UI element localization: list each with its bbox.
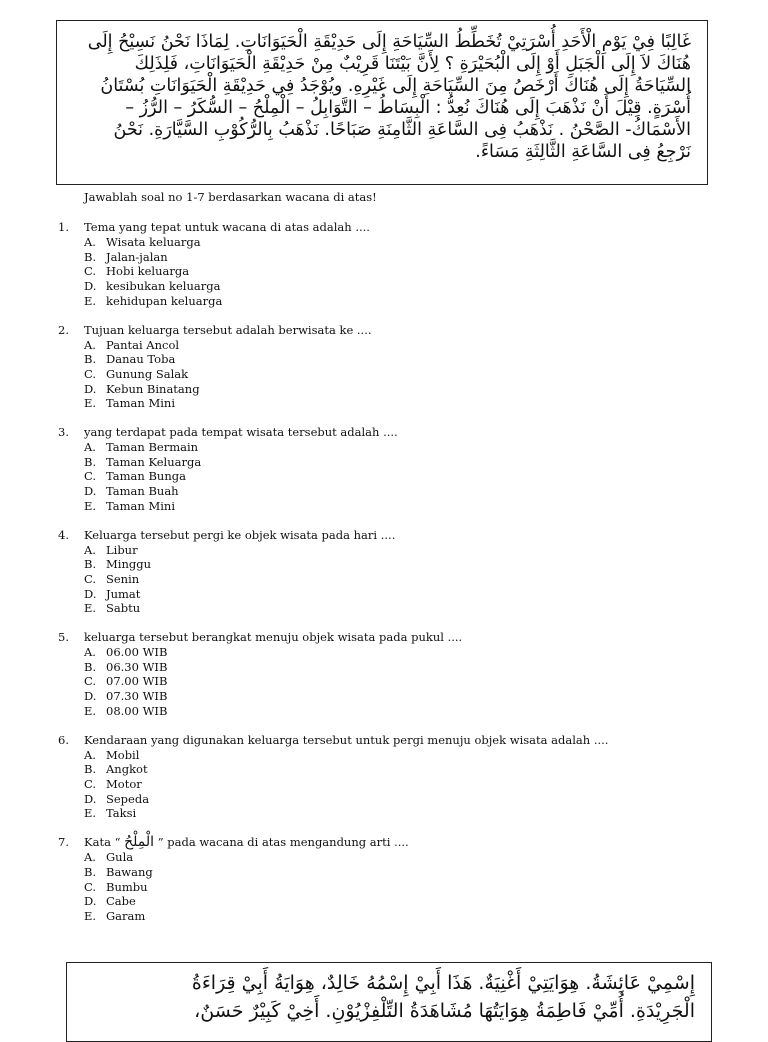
option-letter: B. xyxy=(84,762,97,777)
option-text: Taksi xyxy=(106,806,137,821)
answer-option[interactable] xyxy=(84,660,728,675)
answer-option[interactable] xyxy=(84,338,728,353)
option-letter: C. xyxy=(84,674,97,689)
question-text-after: ” pada wacana di atas mengandung arti .... xyxy=(154,835,409,850)
answer-option[interactable] xyxy=(84,850,728,865)
option-text: Gunung Salak xyxy=(106,366,189,381)
option-text: Cabe xyxy=(106,894,136,909)
question-text-before: Kata “ xyxy=(84,835,125,850)
option-letter: D. xyxy=(84,279,97,294)
passage-line: إِسْمِيْ عَائِشَةُ. هِوَايَتِيْ أَغْنِيَةٌ. هَذَا أَبِيْ إِسْمُهُ خَالِدٌ، هِوَايَةُ أَبِيْ قِرَاءَةُ xyxy=(191,972,695,994)
option-letter: E. xyxy=(84,396,97,411)
answer-option[interactable] xyxy=(84,762,728,777)
options-list xyxy=(58,748,728,822)
question-item xyxy=(58,834,728,924)
answer-option[interactable] xyxy=(84,880,728,895)
option-text: Taman Bunga xyxy=(106,469,186,484)
question-text: Tema yang tepat untuk wacana di atas adalah .... xyxy=(84,220,370,234)
answer-option[interactable] xyxy=(84,645,728,660)
question-number: 1. xyxy=(58,220,69,234)
option-text: Pantai Ancol xyxy=(106,337,180,352)
question-item xyxy=(58,424,728,514)
answer-option[interactable] xyxy=(84,279,728,294)
option-text: Danau Toba xyxy=(106,352,176,367)
question-number: 4. xyxy=(58,527,69,542)
option-text: Mobil xyxy=(106,747,140,762)
option-text: Hobi keluarga xyxy=(106,264,190,279)
passage-line: غَالِبًا فِيْ يَوْمِ الْأَحَدِ أُسْرَتِيْ تُخَطِّطُ السِّيَاحَةِ إِلَى حَدِيْقَةِ الْحَيَوَانَاتِ. لِمَاذَا نَحْنُ نَسِيْحُ إِلَى xyxy=(87,32,691,52)
question-row xyxy=(58,527,728,543)
answer-option[interactable] xyxy=(84,382,728,397)
question-text: Keluarga tersebut pergi ke objek wisata pada hari .... xyxy=(84,527,396,542)
question-list xyxy=(58,219,728,937)
question-row xyxy=(58,424,728,440)
question-row xyxy=(58,834,728,850)
option-text: Taman Buah xyxy=(106,484,179,499)
option-letter: A. xyxy=(84,850,96,865)
question-row xyxy=(58,219,728,235)
option-letter: B. xyxy=(84,352,97,367)
question-item xyxy=(58,629,728,719)
option-text: Wisata keluarga xyxy=(106,235,201,249)
option-letter: C. xyxy=(84,264,97,279)
option-letter: C. xyxy=(84,469,97,484)
option-letter: A. xyxy=(84,235,96,249)
question-text: Kendaraan yang digunakan keluarga tersebut untuk pergi menuju objek wisata adalah .... xyxy=(84,732,609,747)
answer-option[interactable] xyxy=(84,748,728,763)
option-letter: A. xyxy=(84,747,96,762)
answer-option[interactable] xyxy=(84,235,728,250)
answer-option[interactable] xyxy=(84,440,728,455)
question-text: Tujuan keluarga tersebut adalah berwisata ke .... xyxy=(84,322,372,337)
question-text xyxy=(84,834,728,850)
answer-option[interactable] xyxy=(84,469,728,484)
option-text: Bumbu xyxy=(106,879,148,894)
instruction-text: Jawablah soal no 1-7 berdasarkan wacana di atas! xyxy=(84,190,377,204)
option-letter: E. xyxy=(84,498,97,513)
answer-option[interactable] xyxy=(84,704,728,719)
answer-option[interactable] xyxy=(84,674,728,689)
option-text: Bawang xyxy=(106,864,153,879)
question-row xyxy=(58,629,728,645)
answer-option[interactable] xyxy=(84,587,728,602)
answer-option[interactable] xyxy=(84,572,728,587)
answer-option[interactable] xyxy=(84,484,728,499)
answer-option[interactable] xyxy=(84,865,728,880)
option-text: 07.00 WIB xyxy=(106,674,168,689)
passage-line: الْجَرِيْدَةِ. أُمِّيْ فَاطِمَةُ هِوَايَتُهَا مُشَاهَدَةُ التِّلْفِزْيُوْنِ. أَخِيْ كَبِيْرٌ حَسَنٌ، xyxy=(194,1000,695,1022)
passage-line: السِّيَاحَةُ إِلَى هُنَاكَ أَرْخَصُ مِنَ السِّيَاحَةِ إِلَى غَيْرِهِ. ويُوْجَدُ فِي حَدِيْقَةِ الْحَيَوَانَاتِ بُسْتَانُ xyxy=(100,76,691,96)
option-letter: D. xyxy=(84,791,97,806)
option-letter: A. xyxy=(84,542,96,557)
answer-option[interactable] xyxy=(84,894,728,909)
option-text: Jalan-jalan xyxy=(106,249,168,264)
option-letter: E. xyxy=(84,908,97,923)
answer-option[interactable] xyxy=(84,543,728,558)
option-letter: A. xyxy=(84,337,96,352)
option-text: Gula xyxy=(106,850,134,865)
option-letter: A. xyxy=(84,440,96,455)
arabic-reading-passage-2 xyxy=(66,962,712,1042)
answer-option[interactable] xyxy=(84,294,728,309)
arabic-word: الْمِلْحُ xyxy=(124,834,155,851)
answer-option[interactable] xyxy=(84,396,728,411)
option-text: Taman Mini xyxy=(106,498,175,513)
answer-option[interactable] xyxy=(84,689,728,704)
option-letter: D. xyxy=(84,484,97,499)
question-item xyxy=(58,322,728,412)
option-letter: E. xyxy=(84,703,97,718)
option-text: 07.30 WIB xyxy=(106,689,168,704)
option-text: Angkot xyxy=(106,762,148,777)
option-text: Sabtu xyxy=(106,601,141,616)
option-letter: B. xyxy=(84,249,97,264)
option-text: kesibukan keluarga xyxy=(106,279,221,294)
option-text: Sepeda xyxy=(106,791,150,806)
option-letter: E. xyxy=(84,806,97,821)
option-letter: C. xyxy=(84,879,97,894)
question-text: yang terdapat pada tempat wisata tersebut adalah .... xyxy=(84,425,398,440)
option-text: Taman Mini xyxy=(106,396,175,411)
answer-option[interactable] xyxy=(84,601,728,616)
options-list xyxy=(58,235,728,309)
question-number: 3. xyxy=(58,425,69,440)
option-text: Libur xyxy=(106,542,138,557)
answer-option[interactable] xyxy=(84,499,728,514)
option-text: Taman Keluarga xyxy=(106,454,202,469)
option-text: 06.30 WIB xyxy=(106,659,168,674)
answer-option[interactable] xyxy=(84,250,728,265)
option-text: Jumat xyxy=(106,586,141,601)
question-item xyxy=(58,219,728,309)
option-letter: E. xyxy=(84,293,97,308)
question-text: keluarga tersebut berangkat menuju objek wisata pada pukul .... xyxy=(84,630,463,645)
option-letter: C. xyxy=(84,776,97,791)
arabic-reading-passage xyxy=(56,20,708,185)
option-letter: D. xyxy=(84,381,97,396)
option-text: Minggu xyxy=(106,557,151,572)
question-number: 2. xyxy=(58,322,69,337)
option-letter: B. xyxy=(84,557,97,572)
option-text: Garam xyxy=(106,908,146,923)
question-number: 7. xyxy=(58,835,69,850)
question-number: 6. xyxy=(58,732,69,747)
option-letter: D. xyxy=(84,586,97,601)
options-list xyxy=(58,338,728,412)
option-text: 08.00 WIB xyxy=(106,703,168,718)
answer-option[interactable] xyxy=(84,557,728,572)
answer-option[interactable] xyxy=(84,455,728,470)
passage-line: الأَسْمَاكُ- الصَّحْنُ . نَذْهَبُ فِى السَّاعَةِ الثَّامِنَةِ صَبَاحًا. نَذْهَبُ بِالرُّكُوْبِ السَّيَّارَةِ. نَحْنُ xyxy=(113,120,691,140)
answer-option[interactable] xyxy=(84,777,728,792)
option-letter: A. xyxy=(84,645,96,660)
question-item xyxy=(58,527,728,617)
option-text: kehidupan keluarga xyxy=(106,293,223,308)
answer-option[interactable] xyxy=(84,367,728,382)
option-text: Motor xyxy=(106,776,142,791)
answer-option[interactable] xyxy=(84,264,728,279)
answer-option[interactable] xyxy=(84,806,728,821)
option-letter: E. xyxy=(84,601,97,616)
question-row xyxy=(58,732,728,748)
passage-line: هُنَاكَ لاَ إِلَى الْجَبَلِ أَوْ إِلَى الْبُحَيْرَةِ ؟ لِأَنَّ بَيْتَنَا قَرِيْبٌ مِنْ حَدِيْقَةِ الْحَيَوَانَاتِ، فَلِذَلِكَ xyxy=(134,54,691,74)
passage-line: نَرْجِعُ فِى السَّاعَةِ الثَّالِثَةِ مَسَاءً. xyxy=(475,142,691,162)
question-number: 5. xyxy=(58,630,69,645)
option-text: Taman Bermain xyxy=(106,440,199,455)
options-list xyxy=(58,645,728,719)
question-row xyxy=(58,322,728,338)
option-text: Senin xyxy=(106,571,140,586)
option-letter: D. xyxy=(84,894,97,909)
options-list xyxy=(58,440,728,514)
option-text: Kebun Binatang xyxy=(106,381,200,396)
answer-option[interactable] xyxy=(84,792,728,807)
option-letter: D. xyxy=(84,689,97,704)
option-letter: B. xyxy=(84,454,97,469)
option-letter: B. xyxy=(84,659,97,674)
options-list xyxy=(58,543,728,617)
option-letter: B. xyxy=(84,864,97,879)
passage-line: أُسْرَةٍ. قِيْلَ أَنْ نَذْهَبَ إِلَى هُنَاكَ نُعِدُّ : الْبِسَاطُ – التَّوَابِلُ – الْمِلْحُ – السُّكَرُ – الرُّزُ – xyxy=(125,98,691,118)
answer-option[interactable] xyxy=(84,909,728,924)
answer-option[interactable] xyxy=(84,352,728,367)
option-letter: C. xyxy=(84,366,97,381)
options-list xyxy=(58,850,728,924)
question-item xyxy=(58,732,728,822)
option-text: 06.00 WIB xyxy=(106,645,168,660)
option-letter: C. xyxy=(84,571,97,586)
